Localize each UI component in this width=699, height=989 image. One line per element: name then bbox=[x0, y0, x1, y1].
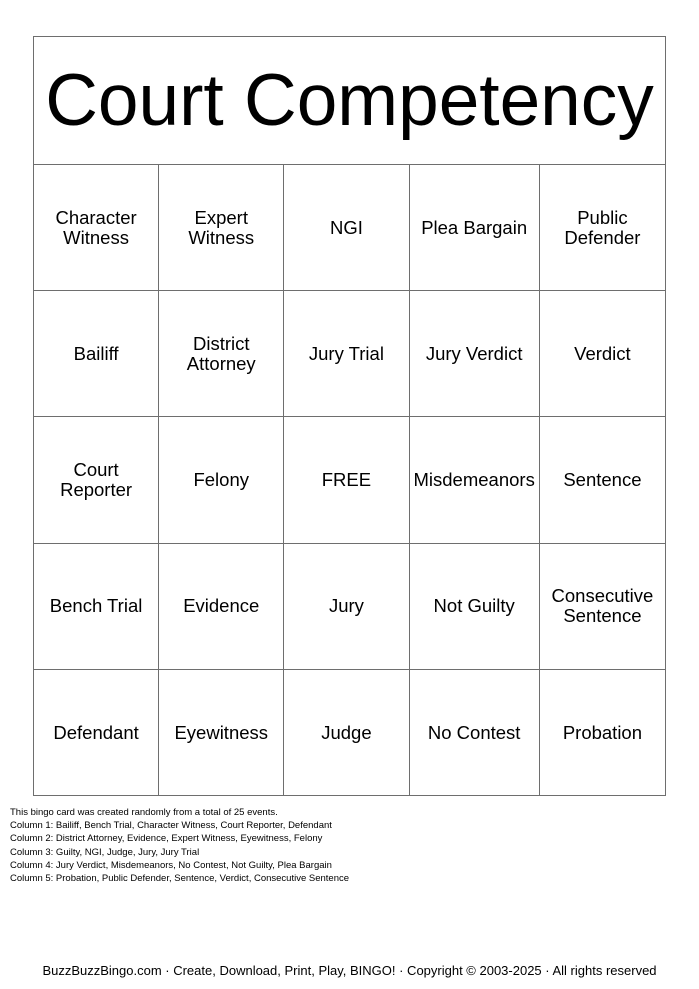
bingo-cell: NGI bbox=[284, 165, 409, 291]
card-title: Court Competency bbox=[34, 37, 665, 165]
info-summary: This bingo card was created randomly from a total of 25 events. bbox=[10, 807, 278, 818]
bingo-cell: District Attorney bbox=[159, 291, 284, 417]
bingo-cell: Misdemeanors bbox=[410, 417, 540, 543]
bingo-cell: Jury Trial bbox=[284, 291, 409, 417]
free-cell: FREE bbox=[284, 417, 409, 543]
bingo-cell: Jury Verdict bbox=[410, 291, 540, 417]
bingo-cell: Consecutive Sentence bbox=[540, 544, 665, 670]
card-info bbox=[10, 806, 349, 885]
footer-copyright: BuzzBuzzBingo.com · Create, Download, Print, Play, BINGO! · Copyright © 2003-2025 · All rights reserved bbox=[42, 963, 657, 978]
info-column: Column 4: Jury Verdict, Misdemeanors, No Contest, Not Guilty, Plea Bargain bbox=[10, 859, 332, 871]
bingo-cell: Defendant bbox=[34, 670, 159, 796]
bingo-cell: Probation bbox=[562, 721, 643, 743]
info-column: Column 3: Guilty, NGI, Judge, Jury, Jury Trial bbox=[10, 846, 200, 858]
bingo-card bbox=[33, 36, 666, 796]
info-column: Column 2: District Attorney, Evidence, Expert Witness, Eyewitness, Felony bbox=[10, 833, 323, 845]
bingo-cell: Evidence bbox=[159, 544, 284, 670]
bingo-cell: Eyewitness bbox=[159, 670, 284, 796]
bingo-cell: Judge bbox=[284, 670, 409, 796]
info-column: Column 1: Bailiff, Bench Trial, Character Witness, Court Reporter, Defendant bbox=[10, 820, 332, 832]
bingo-cell: Verdict bbox=[540, 291, 665, 417]
bingo-grid bbox=[34, 165, 665, 796]
bingo-cell: Plea Bargain bbox=[410, 165, 540, 291]
bingo-cell: Expert Witness bbox=[159, 165, 284, 291]
bingo-cell: Character Witness bbox=[34, 165, 159, 291]
bingo-cell: Not Guilty bbox=[410, 544, 540, 670]
bingo-cell: Bailiff bbox=[34, 291, 159, 417]
bingo-cell: Bench Trial bbox=[34, 544, 159, 670]
bingo-cell: Sentence bbox=[540, 417, 665, 543]
info-column: Column 5: Probation, Public Defender, Sentence, Verdict, Consecutive Sentence bbox=[10, 873, 350, 885]
bingo-cell: No Contest bbox=[410, 670, 540, 796]
bingo-cell: Court Reporter bbox=[34, 417, 159, 543]
bingo-cell: Jury bbox=[284, 544, 409, 670]
bingo-cell: Felony bbox=[159, 417, 284, 543]
bingo-cell: Public Defender bbox=[540, 165, 665, 291]
